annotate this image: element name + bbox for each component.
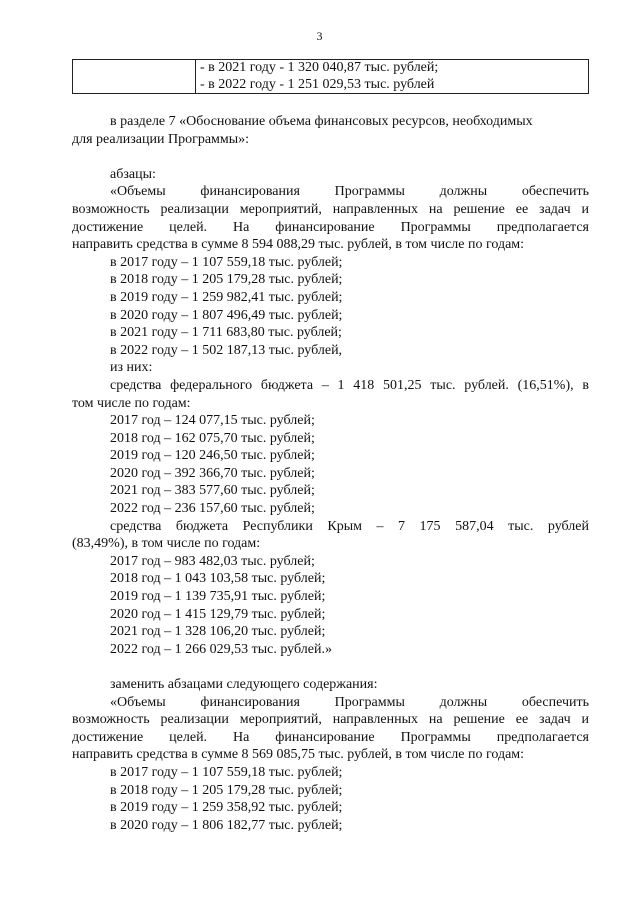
table-empty-cell xyxy=(73,60,196,94)
list-item: 2017 год – 983 482,03 тыс. рублей; xyxy=(110,553,315,569)
paragraph-line: направить средства в сумме 8 594 088,29 тыс. рублей, в том числе по годам: xyxy=(72,237,525,253)
paragraph-line: достижение целей. На финансирование Программы предполагается xyxy=(72,729,589,745)
paragraph-line: направить средства в сумме 8 569 085,75 тыс. рублей, в том числе по годам: xyxy=(72,747,525,763)
paragraph-line: «Объемы финансирования Программы должны обеспечить xyxy=(110,184,589,200)
paragraph-line: (83,49%), в том числе по годам: xyxy=(72,536,261,552)
list-item: в 2017 году – 1 107 559,18 тыс. рублей; xyxy=(110,764,343,780)
list-item: в 2018 году – 1 205 179,28 тыс. рублей; xyxy=(110,782,343,798)
paragraph-line: средства бюджета Республики Крым – 7 175 587,04 тыс. рублей xyxy=(110,518,589,534)
section-heading-line: в разделе 7 «Обоснование объема финансовых ресурсов, необходимых xyxy=(110,114,533,129)
paragraph-line: из них: xyxy=(110,360,153,376)
list-item: 2022 год – 236 157,60 тыс. рублей; xyxy=(110,501,315,517)
list-item: в 2022 году – 1 502 187,13 тыс. рублей, xyxy=(110,342,343,358)
document-body xyxy=(72,113,589,834)
list-item: в 2019 году – 1 259 358,92 тыс. рублей; xyxy=(110,800,343,816)
list-item: в 2021 году – 1 711 683,80 тыс. рублей; xyxy=(110,325,342,341)
list-item: 2022 год – 1 266 029,53 тыс. рублей.» xyxy=(110,641,332,657)
blank-line xyxy=(72,658,589,676)
list-item: в 2020 году – 1 807 496,49 тыс. рублей; xyxy=(110,307,343,323)
paragraph-line: возможность реализации мероприятий, направленных на решение ее задач и xyxy=(72,712,589,728)
list-item: 2017 год – 124 077,15 тыс. рублей; xyxy=(110,413,315,429)
list-item: в 2018 году – 1 205 179,28 тыс. рублей; xyxy=(110,272,343,288)
list-item: в 2019 году – 1 259 982,41 тыс. рублей; xyxy=(110,289,343,305)
paragraph-line: достижение целей. На финансирование Программы предполагается xyxy=(72,219,589,235)
list-item: в 2020 году – 1 806 182,77 тыс. рублей; xyxy=(110,817,343,833)
table-row: - в 2021 году - 1 320 040,87 тыс. рублей; xyxy=(200,60,439,75)
list-item: 2021 год – 383 577,60 тыс. рублей; xyxy=(110,483,315,499)
paragraph-line: средства федерального бюджета – 1 418 501,25 тыс. рублей. (16,51%), в xyxy=(110,377,589,393)
paragraph-line: «Объемы финансирования Программы должны обеспечить xyxy=(110,694,589,710)
list-item: в 2017 году – 1 107 559,18 тыс. рублей; xyxy=(110,254,343,270)
list-item: 2021 год – 1 328 106,20 тыс. рублей; xyxy=(110,624,326,640)
table-value-cell xyxy=(196,60,589,94)
list-item: 2020 год – 1 415 129,79 тыс. рублей; xyxy=(110,606,326,622)
section-heading-line: для реализации Программы»: xyxy=(72,131,250,147)
paragraph-line: заменить абзацами следующего содержания: xyxy=(110,677,378,692)
table-row: - в 2022 году - 1 251 029,53 тыс. рублей xyxy=(200,76,435,92)
list-item: 2018 год – 162 075,70 тыс. рублей; xyxy=(110,430,315,446)
paragraph-line: возможность реализации мероприятий, направленных на решение ее задач и xyxy=(72,201,589,217)
blank-line xyxy=(72,148,589,166)
paragraph-line: том числе по годам: xyxy=(72,395,191,411)
list-item: 2019 год – 120 246,50 тыс. рублей; xyxy=(110,448,315,464)
page-number: 3 xyxy=(316,29,323,43)
list-item: 2018 год – 1 043 103,58 тыс. рублей; xyxy=(110,571,326,587)
financing-table-fragment xyxy=(72,59,589,94)
paragraph-line: абзацы: xyxy=(110,166,156,182)
list-item: 2019 год – 1 139 735,91 тыс. рублей; xyxy=(110,589,326,605)
list-item: 2020 год – 392 366,70 тыс. рублей; xyxy=(110,465,315,481)
